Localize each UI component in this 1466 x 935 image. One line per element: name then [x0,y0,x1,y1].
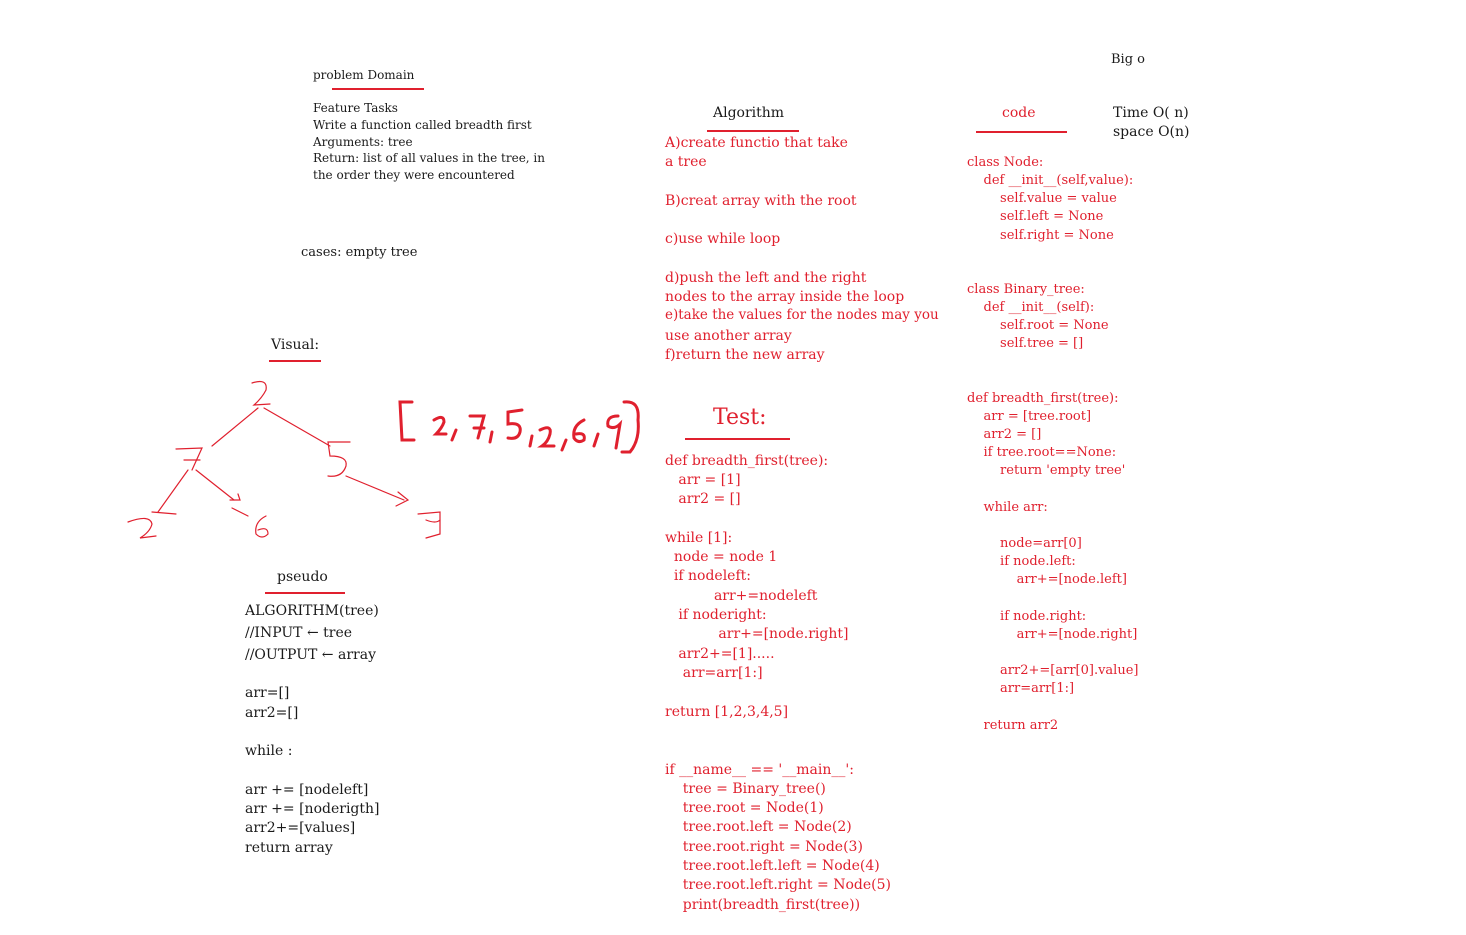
test-line: arr2 = [] [665,491,741,507]
algorithm-line: a tree [665,154,707,170]
visual-heading: Visual: [271,337,320,353]
code-line: if node.left: [967,554,1076,569]
code-line: node=arr[0] [967,536,1082,551]
pseudo-line: return array [245,840,333,856]
test-line: arr=arr[1:] [665,665,763,681]
pseudo-line: arr2=[] [245,705,299,721]
test-underline [685,438,790,440]
code-line: if tree.root==None: [967,445,1117,460]
result-digit-6 [574,420,585,442]
code-line: arr=arr[1:] [967,681,1075,696]
code-line: self.left = None [967,209,1104,224]
result-digit-2b [540,428,554,446]
algorithm-line: f)return the new array [665,347,825,363]
code-line: arr = [tree.root] [967,409,1092,424]
problem-line: Return: list of all values in the tree, in [313,151,545,165]
result-digit-2a [434,417,446,434]
problem-line: Feature Tasks [313,101,398,115]
tree-edge-rr [346,476,404,500]
code-line: self.value = value [967,191,1117,206]
problem-line: the order they were encountered [313,168,515,182]
pseudo-line: arr += [noderigth] [245,801,380,817]
test-line: if nodeleft: [665,568,751,584]
tree-node-value [256,379,257,380]
code-heading: code [1002,105,1036,121]
code-underline [976,131,1067,133]
code-line: arr+=[node.left] [967,572,1127,587]
problem-line: Arguments: tree [313,135,413,149]
pseudo-line: //OUTPUT ← array [245,647,376,663]
code-line: arr2 = [] [967,427,1042,442]
pseudo-line: arr += [nodeleft] [245,782,369,798]
tree-edge-ll [158,470,188,512]
tree-node-root [252,382,270,405]
algorithm-line: use another array [665,328,792,344]
test-line: return [1,2,3,4,5] [665,704,789,720]
problem-domain-heading: problem Domain [313,68,415,82]
tree-sketch [128,382,440,538]
test-line: arr+=nodeleft [665,588,818,604]
time-complexity: Time O( n) [1113,105,1189,121]
code-line: class Binary_tree: [967,282,1085,297]
code-line: return 'empty tree' [967,463,1126,478]
algorithm-underline [707,130,799,132]
code-line: return arr2 [967,718,1059,733]
algorithm-heading: Algorithm [713,105,785,121]
code-line: self.tree = [] [967,336,1084,351]
tree-leaf-3 [418,512,440,538]
test-line: node = node 1 [665,549,778,565]
pseudo-line: arr2+=[values] [245,820,356,836]
test-line: arr2+=[1]..... [665,646,775,662]
problem-domain-underline [332,88,424,90]
code-line: if node.right: [967,609,1087,624]
code-line: class Node: [967,155,1044,170]
test-line: tree.root.left.left = Node(4) [665,858,880,874]
algorithm-line: d)push the left and the right [665,270,867,286]
test-line: tree.root = Node(1) [665,800,824,816]
algorithm-line: e)take the values for the nodes may you [665,307,939,323]
code-line: arr2+=[arr[0].value] [967,663,1139,678]
code-line: self.root = None [967,318,1109,333]
test-line: tree = Binary_tree() [665,781,826,797]
result-close-bracket [622,402,638,452]
code-line: def breadth_first(tree): [967,391,1119,406]
bigo-heading: Big o [1111,52,1145,67]
pseudo-underline [265,592,345,594]
pseudo-line: ALGORITHM(tree) [245,603,379,619]
result-open-bracket [400,402,414,440]
code-line: while arr: [967,500,1048,515]
test-line: tree.root.right = Node(3) [665,839,863,855]
problem-line: Write a function called breadth first [313,118,532,132]
test-line: tree.root.left = Node(2) [665,819,852,835]
result-digit-5 [508,410,522,438]
test-line: arr = [1] [665,472,741,488]
tree-node-right [328,442,350,476]
tree-node-left [176,448,202,470]
algorithm-line: A)create functio that take [665,135,848,151]
code-line: self.right = None [967,228,1114,243]
test-line: while [1]: [665,530,733,546]
test-line: print(breadth_first(tree)) [665,897,861,913]
pseudo-line: while : [245,743,293,759]
tree-edge-right [264,408,330,446]
pseudo-heading: pseudo [277,569,328,585]
tree-leaf-1 [128,518,156,538]
algorithm-line: nodes to the array inside the loop [665,289,905,305]
algorithm-line: c)use while loop [665,231,781,247]
code-line: arr+=[node.right] [967,627,1138,642]
test-line: def breadth_first(tree): [665,453,829,469]
test-line: arr+=[node.right] [665,626,849,642]
test-line: if noderight: [665,607,767,623]
test-line: if __name__ == '__main__': [665,762,854,778]
code-line: def __init__(self,value): [967,173,1134,188]
tree-edge-lr [196,470,234,500]
result-array-sketch [400,402,638,452]
pseudo-line: arr=[] [245,685,290,701]
algorithm-line: B)creat array with the root [665,193,857,209]
tree-edge-left [212,408,258,446]
edge-cases: cases: empty tree [301,245,418,260]
tree-leaf-2 [256,516,268,537]
code-line: def __init__(self): [967,300,1095,315]
pseudo-line: //INPUT ← tree [245,625,353,641]
visual-underline [269,360,321,362]
result-digit-9 [608,416,620,448]
test-line: tree.root.left.right = Node(5) [665,877,891,893]
test-heading: Test: [713,405,767,430]
space-complexity: space O(n) [1113,124,1190,140]
